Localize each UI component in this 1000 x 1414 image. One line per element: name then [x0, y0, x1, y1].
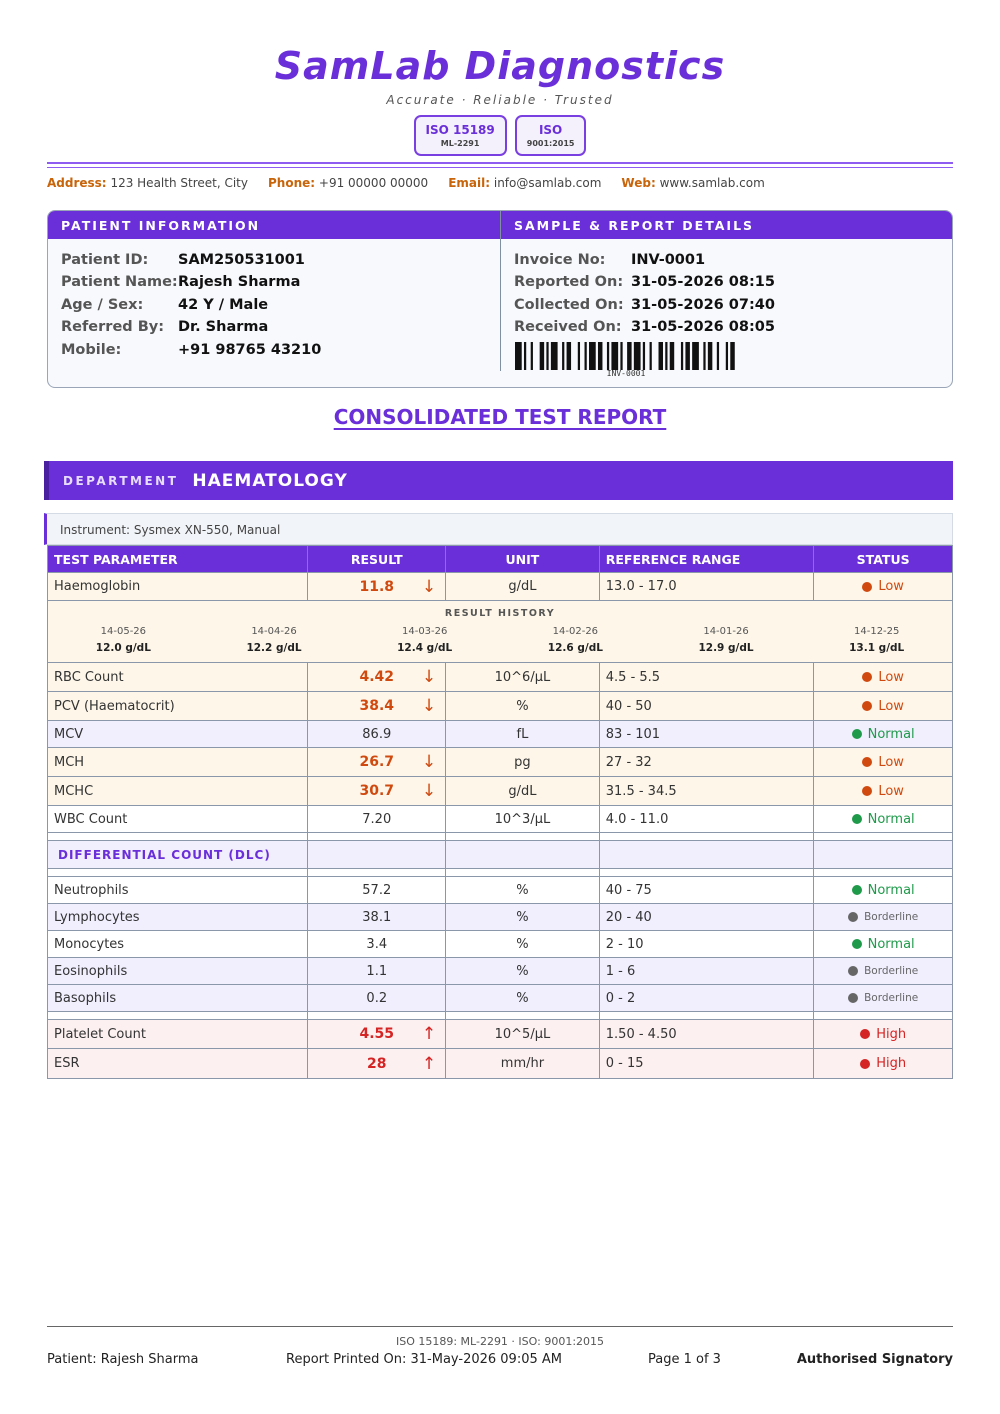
badge-sub: 9001:2015 — [526, 139, 575, 148]
result-cell — [308, 1020, 446, 1048]
dlc-empty-cell — [814, 841, 952, 868]
result-value: 4.55 — [359, 1026, 395, 1042]
instrument-info: Instrument: Sysmex XN-550, Manual — [44, 513, 953, 545]
dlc-empty-cell — [308, 841, 446, 868]
barcode-bar — [607, 342, 609, 370]
spacer-cell — [814, 1012, 952, 1019]
info-value: 42 Y / Male — [178, 296, 269, 313]
status-dot-icon — [862, 786, 872, 796]
header-unit: UNIT — [446, 546, 600, 572]
unit: % — [446, 904, 600, 930]
reference-range: 1.50 - 4.50 — [600, 1020, 815, 1048]
status-text: High — [876, 1056, 907, 1071]
table-row — [48, 1049, 952, 1078]
spacer-cell — [446, 869, 600, 876]
status-dot-icon — [852, 885, 862, 895]
unit: % — [446, 877, 600, 903]
unit: 10^3/µL — [446, 806, 600, 832]
history-date: 14-02-26 — [552, 626, 599, 637]
badge-title: ISO 15189 — [425, 123, 495, 137]
info-key: Age / Sex: — [61, 296, 144, 313]
status-text: Low — [878, 669, 904, 685]
status-badge — [848, 965, 918, 977]
result-value: 38.1 — [362, 909, 392, 925]
table-row — [48, 777, 952, 806]
test-parameter: Lymphocytes — [48, 904, 308, 930]
status-text: Borderline — [864, 992, 919, 1004]
status-badge — [862, 699, 904, 714]
reference-range: 2 - 10 — [600, 931, 815, 957]
result-value: 7.20 — [362, 811, 392, 827]
result-value: 28 — [367, 1055, 387, 1072]
spacer-cell — [600, 833, 815, 840]
barcode-bar — [611, 342, 618, 370]
history-item — [500, 625, 651, 657]
status-cell — [814, 1020, 952, 1048]
status-dot-icon — [848, 912, 858, 922]
info-row — [61, 271, 487, 293]
barcode-bar — [585, 342, 587, 370]
patient-sample-info-box — [47, 210, 953, 388]
table-row — [48, 985, 952, 1012]
unit: % — [446, 985, 600, 1011]
unit: fL — [446, 721, 600, 747]
result-cell — [308, 806, 446, 832]
status-text: High — [876, 1026, 907, 1042]
result-history-title: RESULT HISTORY — [444, 608, 556, 619]
footer-signatory: Authorised Signatory — [796, 1352, 953, 1367]
table-row — [48, 806, 952, 833]
status-badge — [862, 755, 904, 770]
info-row — [514, 271, 941, 293]
result-value: 4.42 — [359, 669, 395, 685]
reference-range: 1 - 6 — [600, 958, 815, 984]
history-value: 12.4 g/dL — [397, 642, 453, 654]
barcode-bar — [578, 342, 580, 370]
table-spacer — [48, 869, 952, 877]
contact-value: www.samlab.com — [659, 176, 765, 190]
result-value: 3.4 — [366, 936, 388, 952]
status-badge — [852, 883, 915, 898]
test-parameter: Neutrophils — [48, 877, 308, 903]
history-item — [651, 625, 802, 657]
status-badge — [862, 784, 904, 799]
barcode-bar — [531, 342, 533, 370]
spacer-cell — [600, 869, 815, 876]
table-row — [48, 1020, 952, 1049]
result-cell — [308, 877, 446, 903]
invoice-barcode — [515, 342, 737, 370]
badge-title: ISO — [538, 123, 563, 137]
result-cell — [308, 748, 446, 776]
info-key: Patient ID: — [61, 252, 149, 268]
status-badge — [848, 911, 918, 923]
table-row — [48, 692, 952, 721]
reference-range: 4.0 - 11.0 — [600, 806, 815, 832]
reference-range: 27 - 32 — [600, 748, 815, 776]
history-value: 12.2 g/dL — [246, 642, 302, 654]
spacer-cell — [814, 833, 952, 840]
reference-range: 4.5 - 5.5 — [600, 663, 815, 691]
result-cell — [308, 692, 446, 720]
info-value: 31-05-2026 08:05 — [631, 319, 775, 336]
unit: 10^5/µL — [446, 1020, 600, 1048]
header-test-parameter: TEST PARAMETER — [48, 546, 308, 572]
spacer-cell — [48, 869, 308, 876]
patient-info-heading: PATIENT INFORMATION — [48, 211, 500, 239]
status-badge — [860, 1056, 906, 1071]
status-dot-icon — [860, 1059, 870, 1069]
result-value: 38.4 — [359, 698, 395, 714]
spacer-cell — [48, 833, 308, 840]
status-cell — [814, 1049, 952, 1078]
barcode-bar — [589, 342, 596, 370]
badge-sub: ML-2291 — [440, 139, 480, 148]
unit: pg — [446, 748, 600, 776]
footer-divider — [47, 1326, 953, 1327]
history-value: 12.6 g/dL — [547, 642, 603, 654]
status-dot-icon — [852, 939, 862, 949]
result-cell — [308, 777, 446, 805]
info-row — [61, 249, 487, 271]
status-cell — [814, 877, 952, 903]
info-row — [514, 249, 941, 271]
spacer-cell — [600, 1012, 815, 1019]
barcode-bar — [551, 342, 558, 370]
status-text: Normal — [867, 882, 915, 898]
history-date: 14-01-26 — [703, 626, 749, 637]
sample-details-heading: SAMPLE & REPORT DETAILS — [501, 211, 953, 239]
unit: % — [446, 931, 600, 957]
reference-range: 83 - 101 — [600, 721, 815, 747]
test-parameter: PCV (Haematocrit) — [48, 692, 308, 720]
contact-label: Web: — [621, 176, 656, 190]
reference-range: 40 - 75 — [600, 877, 815, 903]
barcode-bar — [627, 342, 631, 370]
table-spacer — [48, 833, 952, 841]
spacer-cell — [446, 1012, 600, 1019]
arrow-down-icon: ↓ — [421, 576, 437, 597]
status-text: Borderline — [864, 911, 919, 923]
reference-range: 0 - 2 — [600, 985, 815, 1011]
barcode-bar — [685, 342, 689, 370]
patient-info-rows — [48, 239, 500, 361]
info-key: Invoice No: — [514, 252, 606, 268]
contact-email — [448, 176, 601, 190]
barcode-bar — [515, 342, 522, 370]
barcode-text: INV-0001 — [606, 369, 646, 378]
contact-label: Email: — [448, 176, 491, 190]
unit: % — [446, 958, 600, 984]
status-cell — [814, 748, 952, 776]
test-parameter: MCHC — [48, 777, 308, 805]
test-parameter: MCH — [48, 748, 308, 776]
reference-range: 31.5 - 34.5 — [600, 777, 815, 805]
spacer-cell — [446, 833, 600, 840]
status-dot-icon — [862, 757, 872, 767]
result-cell — [308, 573, 446, 600]
barcode-bar — [717, 342, 719, 370]
info-value: Dr. Sharma — [178, 319, 269, 336]
header-divider — [47, 162, 953, 168]
results-table — [47, 545, 953, 1079]
status-dot-icon — [852, 814, 862, 824]
history-item — [801, 625, 952, 657]
footer-page-number: Page 1 of 3 — [648, 1352, 721, 1367]
test-parameter: Monocytes — [48, 931, 308, 957]
barcode-bar — [634, 342, 641, 370]
result-cell — [308, 985, 446, 1011]
status-text: Low — [878, 754, 904, 770]
status-cell — [814, 931, 952, 957]
barcode-bar — [659, 342, 663, 370]
unit: g/dL — [446, 777, 600, 805]
result-cell — [308, 1049, 446, 1078]
barcode-bar — [665, 342, 667, 370]
status-cell — [814, 573, 952, 600]
department-banner — [44, 461, 953, 500]
arrow-down-icon: ↓ — [421, 696, 437, 716]
history-value: 12.9 g/dL — [698, 642, 754, 654]
status-cell — [814, 777, 952, 805]
info-key: Reported On: — [514, 274, 624, 291]
history-item — [349, 625, 500, 657]
info-value: INV-0001 — [631, 252, 706, 268]
info-value: Rajesh Sharma — [178, 274, 301, 291]
status-dot-icon — [862, 582, 872, 592]
status-badge — [852, 937, 915, 952]
header-status: STATUS — [856, 551, 910, 567]
table-row — [48, 573, 952, 601]
table-row — [48, 748, 952, 777]
history-date: 14-03-26 — [401, 626, 448, 637]
info-row — [514, 316, 941, 338]
spacer-cell — [308, 1012, 446, 1019]
info-row — [514, 294, 941, 316]
info-key: Patient Name: — [61, 274, 178, 291]
reference-range: 13.0 - 17.0 — [600, 573, 815, 600]
unit: g/dL — [446, 573, 600, 600]
result-value: 30.7 — [359, 783, 395, 799]
info-row — [61, 316, 487, 338]
barcode-bar — [598, 342, 602, 370]
history-item — [199, 625, 350, 657]
barcode-bar — [620, 342, 622, 370]
result-cell — [308, 721, 446, 747]
status-badge — [852, 812, 915, 827]
table-row — [48, 931, 952, 958]
result-cell — [308, 663, 446, 691]
footer-printed-on: Report Printed On: 31-May-2026 09:05 AM — [286, 1352, 562, 1367]
info-row — [61, 339, 487, 361]
status-badge — [862, 670, 904, 685]
unit: % — [446, 692, 600, 720]
history-date: 14-04-26 — [251, 626, 297, 637]
table-row — [48, 904, 952, 931]
lab-name: SamLab Diagnostics — [274, 44, 726, 88]
spacer-cell — [308, 869, 446, 876]
table-row — [48, 721, 952, 748]
dlc-empty-cell — [600, 841, 815, 868]
test-parameter: Platelet Count — [48, 1020, 308, 1048]
footer-patient: Patient: Rajesh Sharma — [47, 1352, 199, 1367]
status-badge — [862, 579, 904, 594]
barcode-bar — [670, 342, 674, 370]
sample-info-rows — [501, 239, 953, 339]
arrow-down-icon: ↓ — [421, 752, 437, 772]
status-dot-icon — [848, 993, 858, 1003]
history-date: 14-05-26 — [100, 626, 147, 637]
status-dot-icon — [852, 729, 862, 739]
barcode-bar — [726, 342, 728, 370]
status-text: Normal — [867, 936, 915, 952]
header-result: RESULT — [308, 546, 446, 572]
table-spacer — [48, 1012, 952, 1020]
status-badge — [848, 992, 918, 1004]
result-value: 1.1 — [366, 963, 388, 979]
barcode-bar — [681, 342, 683, 370]
department-name: HAEMATOLOGY — [192, 470, 348, 491]
result-value: 86.9 — [362, 726, 392, 742]
status-badge — [852, 727, 915, 742]
department-label: DEPARTMENT — [63, 473, 179, 488]
status-dot-icon — [860, 1029, 870, 1039]
reference-range: 0 - 15 — [600, 1049, 815, 1078]
result-value: 11.8 — [359, 578, 395, 595]
test-parameter: ESR — [48, 1049, 308, 1078]
barcode-bar — [703, 342, 705, 370]
result-history — [48, 601, 952, 663]
contact-value: info@samlab.com — [493, 176, 602, 190]
test-parameter: WBC Count — [48, 806, 308, 832]
contact-value: +91 00000 00000 — [318, 176, 429, 190]
report-title: CONSOLIDATED TEST REPORT — [333, 405, 667, 429]
status-cell — [814, 721, 952, 747]
test-parameter: Basophils — [48, 985, 308, 1011]
contact-label: Address: — [47, 176, 107, 190]
result-value: 0.2 — [366, 990, 388, 1006]
status-cell — [814, 806, 952, 832]
barcode-bar — [567, 342, 571, 370]
status-text: Normal — [867, 811, 915, 827]
barcode-bar — [540, 342, 544, 370]
test-parameter: RBC Count — [48, 663, 308, 691]
dlc-empty-cell — [446, 841, 600, 868]
info-value: +91 98765 43210 — [178, 341, 322, 358]
info-key: Collected On: — [514, 296, 624, 313]
result-cell — [308, 931, 446, 957]
test-parameter: MCV — [48, 721, 308, 747]
reference-range: 40 - 50 — [600, 692, 815, 720]
history-cells — [48, 625, 952, 657]
dlc-section-row — [48, 841, 952, 869]
certification-badges — [0, 115, 1000, 156]
status-cell — [814, 958, 952, 984]
spacer-cell — [48, 1012, 308, 1019]
table-row — [48, 877, 952, 904]
test-parameter: Eosinophils — [48, 958, 308, 984]
reference-range: 20 - 40 — [600, 904, 815, 930]
spacer-cell — [814, 869, 952, 876]
barcode-bar — [546, 342, 548, 370]
status-text: Low — [878, 579, 904, 594]
status-cell — [814, 985, 952, 1011]
barcode-bar — [524, 342, 526, 370]
unit: 10^6/µL — [446, 663, 600, 691]
status-text: Low — [878, 783, 904, 799]
history-item — [48, 625, 199, 657]
info-key: Mobile: — [61, 341, 122, 358]
contact-label: Phone: — [268, 176, 316, 190]
barcode-bar — [650, 342, 652, 370]
header-reference-range: REFERENCE RANGE — [600, 546, 815, 572]
barcode-bar — [708, 342, 712, 370]
info-row — [61, 294, 487, 316]
arrow-up-icon: ↑ — [421, 1024, 437, 1044]
arrow-down-icon: ↓ — [421, 667, 437, 687]
status-dot-icon — [848, 966, 858, 976]
table-row — [48, 663, 952, 692]
status-cell — [814, 663, 952, 691]
arrow-down-icon: ↓ — [421, 781, 437, 801]
status-cell — [814, 692, 952, 720]
arrow-up-icon: ↑ — [421, 1053, 437, 1074]
info-key: Referred By: — [61, 319, 165, 336]
result-value: 57.2 — [362, 882, 392, 898]
contact-web — [621, 176, 764, 190]
status-text: Normal — [867, 726, 915, 742]
contact-bar — [47, 176, 953, 190]
patient-information — [48, 211, 500, 388]
barcode-bar — [730, 342, 734, 370]
test-parameter: Haemoglobin — [48, 573, 308, 600]
iso-9001-badge — [515, 115, 587, 156]
footer-iso: ISO 15189: ML-2291 · ISO: 9001:2015 — [395, 1335, 605, 1348]
contact-phone — [268, 176, 428, 190]
barcode-bar — [692, 342, 699, 370]
history-date: 14-12-25 — [854, 626, 900, 637]
status-dot-icon — [862, 672, 872, 682]
history-value: 12.0 g/dL — [95, 642, 151, 654]
result-cell — [308, 958, 446, 984]
spacer-cell — [308, 833, 446, 840]
iso-15189-badge — [414, 115, 507, 156]
lab-tagline: Accurate · Reliable · Trusted — [386, 93, 614, 107]
unit: mm/hr — [446, 1049, 600, 1078]
result-cell — [308, 904, 446, 930]
status-text: Borderline — [864, 965, 919, 977]
dlc-label: DIFFERENTIAL COUNT (DLC) — [48, 841, 308, 868]
result-value: 26.7 — [359, 754, 395, 770]
history-value: 13.1 g/dL — [849, 642, 905, 654]
sample-report-details — [501, 211, 953, 388]
status-badge — [860, 1027, 906, 1042]
barcode-bar — [562, 342, 564, 370]
contact-value: 123 Health Street, City — [110, 176, 248, 190]
barcode-bar — [643, 342, 645, 370]
info-value: 31-05-2026 07:40 — [631, 296, 775, 313]
table-row — [48, 958, 952, 985]
info-key: Received On: — [514, 319, 622, 336]
status-dot-icon — [862, 701, 872, 711]
table-header — [48, 546, 952, 573]
info-value: SAM250531001 — [178, 252, 305, 268]
status-cell — [814, 904, 952, 930]
info-value: 31-05-2026 08:15 — [631, 274, 775, 291]
status-text: Low — [878, 698, 904, 714]
contact-address — [47, 176, 248, 190]
